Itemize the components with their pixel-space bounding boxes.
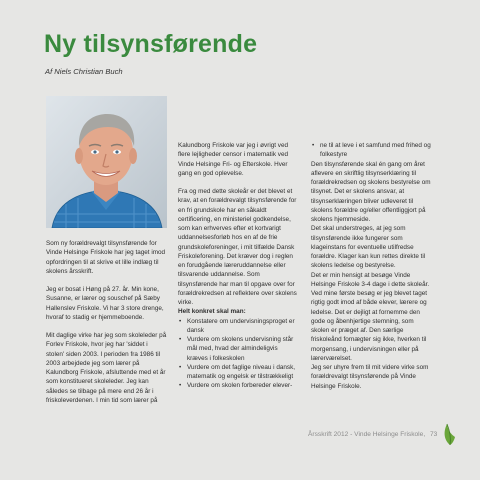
- requirements-list: [178, 317, 299, 391]
- portrait-illustration: [46, 96, 167, 228]
- list-item: • Konstatere om undervisningsproget er dansk: [178, 317, 299, 336]
- paragraph: Som ny forældrevalgt tilsynsførende for Vinde Helsinge Friskole har jeg taget imod opfordringen til at skrive et lille indlæg til skolens årsskrift.: [46, 240, 166, 275]
- paragraph: Jeg er bosat i Høng på 27. år. Min kone, Susanne, er lærer og souschef på Sæby Hallenslev Friskole. Vi har 3 store drenge, hvoraf to stadig er hjemmeboende.: [46, 286, 164, 321]
- paragraph: Den tilsynsførende skal én gang om året aflevere en skriftlig tilsynserklæring til forældrekredsen og skolens bestyrelse om tilsynet. Det er skolens ansvar, at tilsynserklæringen bliver udleveret til skolens forældre og/eller offentliggjort på skolens hjemmeside.: [311, 160, 431, 223]
- paragraph: Kalundborg Friskole var jeg i øvrigt ved flere lejligheder censor i matematik ved Vinde Helsinge Fri- og Efterskole. Hver gang en god oplevelse.: [178, 142, 289, 177]
- column-2: [178, 141, 299, 391]
- article-byline: Af Niels Christian Buch: [45, 67, 123, 76]
- page-number: 73: [430, 431, 438, 438]
- paragraph: Mit daglige virke har jeg som skoleleder på Forlev Friskole, hvor jeg har 'siddet i stolen' siden 2003. I perioden fra 1986 til 2003 arbejdede jeg som lærer på Kalundborg Friskole, afsluttende med et år som konstitueret skoleleder. Jeg kan således se tilbage på mere end 26 år i friskoleverdenen. I min tid som lærer på: [46, 332, 167, 404]
- leaf-icon: [442, 422, 458, 446]
- list-heading: Helt konkret skal man:: [178, 308, 246, 316]
- article-title: Ny tilsynsførende: [44, 30, 258, 58]
- column-3: [311, 141, 432, 391]
- list-item-continued: [311, 141, 432, 160]
- paragraph: Jeg ser uhyre frem til mit videre virke som forældrevalgt tilsynsførende på Vinde Helsinge Friskole.: [311, 364, 429, 390]
- paragraph: Det skal understreges, at jeg som tilsynsførende ikke fungerer som klageinstans for eventuelle utilfredse forældre. Klager kan kun rettes direkte til skolens ledelse og bestyrelse.: [311, 225, 426, 270]
- page-footer: [300, 428, 470, 448]
- list-item: • Vurdere om skolen forbereder elever-: [178, 381, 299, 390]
- paragraph: Det er min hensigt at besøge Vinde Helsinge Friskole 3-4 dage i dette skoleår. Ved mine første besøg er jeg blevet taget rigtig godt imod af både elever, lærere og ledelse. Det er dejligt at fornemme den gode og åbenhjertige stemning, som skolen er præget af. Den særlige friskoleånd fornægter sig ikke, hverken til morgensang, i undervisningen eller på lærerværelset.: [311, 271, 430, 362]
- list-item: • Vurdere om det faglige niveau i dansk, matematik og engelsk er tilstrækkeligt: [178, 363, 299, 382]
- column-1: [46, 239, 167, 405]
- list-item: • Vurdere om skolens undervisning står mål med, hvad der almindeligvis kræves i folkeskolen: [178, 335, 299, 363]
- list-item-text: ne til at leve i et samfund med frihed og folkestyre: [320, 142, 431, 159]
- portrait-photo: [46, 96, 167, 228]
- footer-text: Årsskrift 2012 - Vinde Helsinge Friskole,: [308, 431, 426, 438]
- paragraph: Fra og med dette skoleår er det blevet et krav, at en forældrevalgt tilsynsførende for en fri grundskole har en såkaldt certificering, en ministeriel godkendelse, som kan erhverves efter et kortvarigt uddannelsesforløb hos en af de frie grundskoleforeninger, i mit tilfælde Dansk Friskoleforening. Det kræver dog i reglen en forudgående læreruddannelse eller tilsvarende uddannelse. Som tilsynsførende har man til opgave over for forældrekredsen at reflektere over skolens virke.: [178, 188, 297, 306]
- list-continuation: [311, 141, 432, 160]
